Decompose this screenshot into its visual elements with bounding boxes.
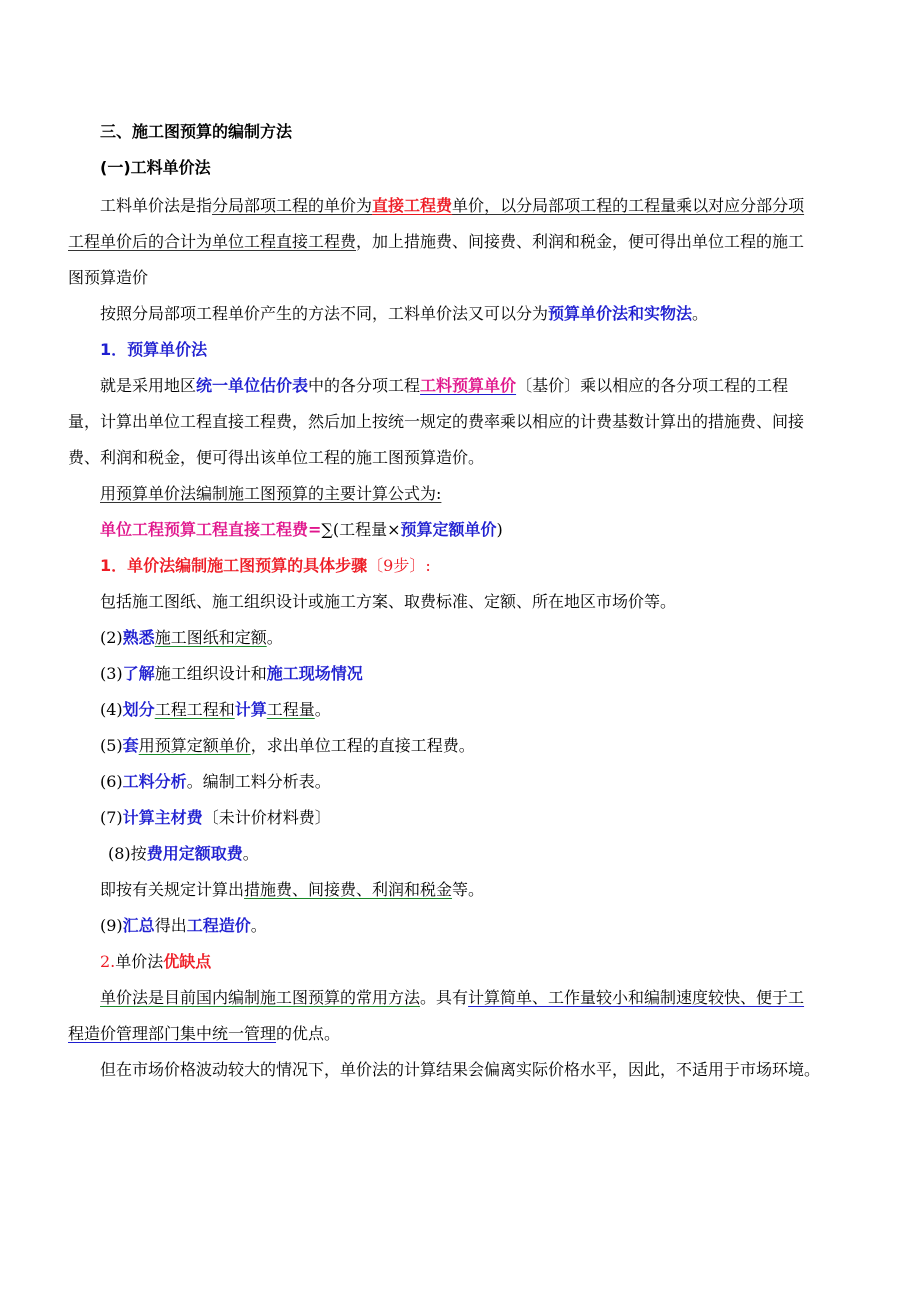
text-span: 。具有 (420, 988, 469, 1007)
text-span: ，加上措施费、间接费、利润和税金，便可得出单位工程的施工图预算造价 (68, 232, 805, 287)
heading-text: 单价法 (115, 952, 164, 971)
text-span: 即按有关规定计算出 (100, 880, 245, 899)
heading-steps-label: 1．单价法编制施工图预算的具体步骤 (100, 556, 368, 575)
formula-unit-price: 预算定额单价 (400, 520, 497, 539)
formula-left: 单位工程预算工程直接工程费= (100, 520, 322, 539)
step-number: (2) (100, 628, 123, 647)
text-span: 。编制工料分析表。 (186, 772, 331, 791)
heading-keyword: 优缺点 (163, 952, 212, 971)
step-keyword: 划分 (122, 700, 155, 719)
text-span: 施工组织设计和 (154, 664, 267, 683)
document-page (68, 112, 820, 1088)
step-9 (68, 908, 820, 944)
text-span: 等。 (452, 880, 485, 899)
underlined-phrase: ，以分局部项工程的工程量乘以对应分部分项工程单价后的合计为单位工程直接工程费 (68, 196, 805, 251)
step-number: (7) (100, 808, 123, 827)
paragraph-classification (68, 296, 820, 332)
paragraph-disadvantages: 但在市场价格波动较大的情况下，单价法的计算结果会偏离实际价格水平，因此，不适用于市场环境。 (100, 1060, 821, 1079)
text-span: 。 (266, 628, 283, 647)
underlined-phrase: 单价法是目前国内编制施工图预算的常用方法 (100, 988, 421, 1007)
highlight-direct-cost: 直接工程费 (372, 196, 453, 215)
text-span: 的优点。 (276, 1024, 341, 1043)
underlined-phrase: 计算简单、工作量较小和编制速度较快、便于工程造价管理部门集中统一管理 (68, 988, 805, 1043)
step-number: (5) (100, 736, 123, 755)
text-span: 。 (692, 304, 709, 323)
step-underlined: 工程量 (266, 700, 315, 719)
step-keyword: 熟悉 (122, 628, 155, 647)
step-number: (9) (100, 916, 123, 935)
text-span: 。 (250, 916, 267, 935)
step-3 (68, 656, 820, 692)
step-keyword: 费用定额取费 (146, 844, 243, 863)
step-keyword: 汇总 (122, 916, 155, 935)
text-span: 工料单价法是指 (100, 196, 213, 215)
highlight-methods: 预算单价法和实物法 (548, 304, 693, 323)
step-keyword: 计算 (234, 700, 267, 719)
step-8-note (68, 872, 820, 908)
heading-budget-unit-price: 1．预算单价法 (100, 340, 208, 359)
step-keyword: 计算主材费 (122, 808, 203, 827)
heading-steps-count: 〔9步〕: (367, 556, 431, 575)
section-title: 三、施工图预算的编制方法 (100, 122, 293, 141)
paragraph-materials: 包括施工图纸、施工组织设计或施工方案、取费标准、定额、所在地区市场价等。 (100, 592, 677, 611)
paragraph-definition (68, 188, 820, 296)
subsection-title: (一)工料单价法 (100, 158, 211, 177)
step-underlined: 用预算定额单价 (138, 736, 251, 755)
step-7 (68, 800, 820, 836)
underlined-phrase: 单价 (452, 196, 485, 215)
step-underlined: 工程工程和 (154, 700, 235, 719)
text-span: ，求出单位工程的直接工程费。 (250, 736, 475, 755)
step-number: (3) (100, 664, 123, 683)
formula-close: ) (496, 520, 503, 539)
paragraph-advantages (68, 980, 820, 1052)
text-span: 〔未计价材料费〕 (202, 808, 331, 827)
step-6 (68, 764, 820, 800)
formula (68, 512, 820, 548)
step-5 (68, 728, 820, 764)
text-span: 。 (242, 844, 259, 863)
text-span: 〔基价〕乘以相应的各分项工程的工程量，计算出单位工程直接工程费，然后加上按统一规定的费率乘以相应的计费基数计算出的措施费、间接费、利润和税金，便可得出该单位工程的施工图预算造价。 (68, 376, 805, 467)
step-keyword: 工料分析 (122, 772, 187, 791)
step-underlined: 措施费、间接费、利润和税金 (244, 880, 453, 899)
step-keyword: 套 (122, 736, 139, 755)
step-4 (68, 692, 820, 728)
text-span: 就是采用地区 (100, 376, 197, 395)
heading-steps (68, 548, 820, 584)
step-underlined: 施工图纸和定额 (154, 628, 267, 647)
step-number: (8) (108, 844, 131, 863)
text-span: 。 (314, 700, 331, 719)
step-keyword: 施工现场情况 (266, 664, 363, 683)
underlined-phrase: 分局部项工程的单价为 (212, 196, 373, 215)
paragraph-formula-intro: 用预算单价法编制施工图预算的主要计算公式为: (100, 484, 442, 503)
step-8 (68, 836, 820, 872)
paragraph-budget-unit-price (68, 368, 820, 476)
heading-pros-cons (68, 944, 820, 980)
heading-number: 2. (100, 952, 116, 971)
step-number: (6) (100, 772, 123, 791)
step-keyword: 了解 (122, 664, 155, 683)
formula-sum: ∑(工程量× (321, 520, 401, 539)
step-number: (4) (100, 700, 123, 719)
step-keyword: 工程造价 (186, 916, 251, 935)
highlight-unified-table: 统一单位估价表 (196, 376, 309, 395)
text-span: 得出 (154, 916, 187, 935)
text-span: 按 (130, 844, 147, 863)
highlight-budget-price: 工料预算单价 (420, 376, 517, 395)
step-2 (68, 620, 820, 656)
text-span: 中的各分项工程 (308, 376, 421, 395)
text-span: 按照分局部项工程单价产生的方法不同，工料单价法又可以分为 (100, 304, 549, 323)
